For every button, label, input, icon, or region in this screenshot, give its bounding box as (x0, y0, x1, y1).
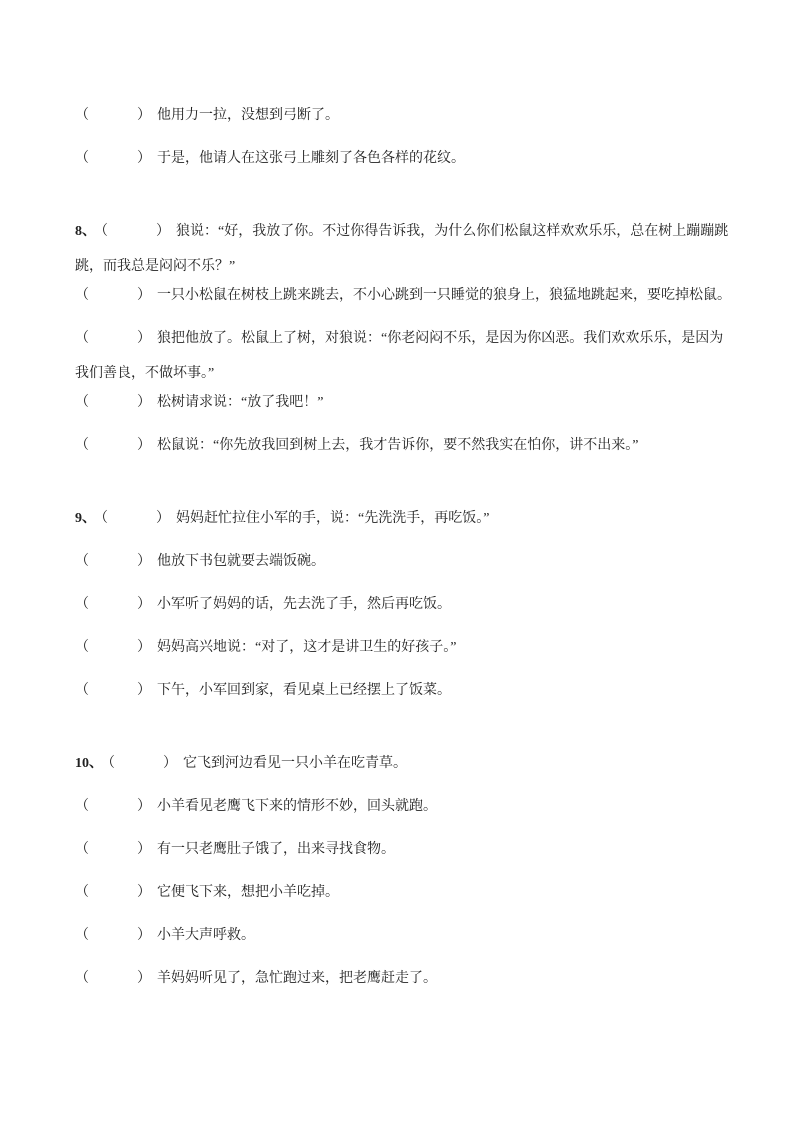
bracket-close: ） (137, 554, 151, 569)
sentence-text: 他用力一拉，没想到弓断了。 (157, 108, 339, 123)
exercise-line (75, 746, 735, 781)
answer-blank (89, 650, 137, 651)
answer-blank (89, 981, 137, 982)
answer-blank (89, 341, 137, 342)
bracket-close: ） (137, 640, 151, 655)
answer-blank (89, 298, 137, 299)
sentence-text: 它便飞下来，想把小羊吃掉。 (157, 885, 339, 900)
exercise-group (75, 214, 735, 463)
bracket-open: （ (75, 683, 89, 698)
exercise-line (75, 673, 735, 708)
sentence-text: 羊妈妈听见了，急忙跑过来，把老鹰赶走了。 (157, 971, 437, 986)
bracket-open: （ (75, 438, 89, 453)
bracket-open: （ (75, 554, 89, 569)
sentence-text: 小羊看见老鹰飞下来的情形不妙，回头就跑。 (157, 799, 437, 814)
sentence-text: 下午，小军回到家，看见桌上已经摆上了饭菜。 (157, 683, 451, 698)
exercise-group (75, 501, 735, 708)
exercise-line (75, 428, 735, 463)
bracket-close: ） (137, 438, 151, 453)
sentence-text: 于是，他请人在这张弓上雕刻了各色各样的花纹。 (157, 151, 465, 166)
exercise-content (75, 98, 735, 996)
exercise-line (75, 630, 735, 665)
bracket-open: （ (75, 597, 89, 612)
exercise-line (75, 98, 735, 133)
answer-blank (89, 564, 137, 565)
bracket-close: ） (137, 597, 151, 612)
answer-blank (89, 809, 137, 810)
exercise-line (75, 321, 735, 391)
sentence-text: 妈妈赶忙拉住小军的手，说：“先洗洗手，再吃饭。” (176, 511, 490, 526)
sentence-text: 松鼠说：“你先放我回到树上去，我才告诉你，要不然我实在怕你，讲不出来。” (157, 438, 639, 453)
bracket-open: （ (75, 799, 89, 814)
bracket-open: （ (75, 288, 89, 303)
exercise-line (75, 141, 735, 176)
bracket-open: （ (101, 511, 108, 526)
answer-blank (89, 161, 137, 162)
exercise-line (75, 918, 735, 953)
item-number: 9、 (75, 511, 96, 526)
sentence-text: 有一只老鹰肚子饿了，出来寻找食物。 (157, 842, 395, 857)
sentence-text: 小羊大声呼救。 (157, 928, 255, 943)
answer-blank (89, 607, 137, 608)
bracket-close: ） (137, 971, 151, 986)
answer-blank (108, 234, 156, 235)
exercise-line (75, 214, 735, 284)
bracket-close: ） (137, 928, 151, 943)
exercise-group (75, 746, 735, 996)
answer-blank (89, 118, 137, 119)
exercise-group (75, 98, 735, 176)
bracket-close: ） (137, 288, 151, 303)
sentence-text: 他放下书包就要去端饭碗。 (157, 554, 325, 569)
sentence-text: 它飞到河边看见一只小羊在吃青草。 (183, 756, 407, 771)
exercise-line (75, 544, 735, 579)
bracket-open: （ (75, 151, 89, 166)
sentence-text: 狼说：“好，我放了你。不过你得告诉我，为什么你们松鼠这样欢欢乐乐，总在树上蹦蹦跳跳，而我总是闷闷不乐？” (75, 224, 729, 274)
answer-blank (89, 895, 137, 896)
exercise-line (75, 587, 735, 622)
sentence-text: 狼把他放了。松鼠上了树，对狼说：“你老闷闷不乐，是因为你凶恶。我们欢欢乐乐，是因为我们善良，不做坏事。” (75, 331, 724, 381)
bracket-open: （ (75, 928, 89, 943)
exercise-line (75, 875, 735, 910)
exercise-line (75, 961, 735, 996)
answer-blank (89, 405, 137, 406)
bracket-open: （ (75, 395, 89, 410)
bracket-close: ） (137, 151, 151, 166)
item-number: 8、 (75, 224, 96, 239)
sentence-text: 妈妈高兴地说：“对了，这才是讲卫生的好孩子。” (157, 640, 457, 655)
bracket-open: （ (75, 331, 89, 346)
answer-blank (89, 852, 137, 853)
bracket-open: （ (108, 756, 115, 771)
sentence-text: 小军听了妈妈的话，先去洗了手，然后再吃饭。 (157, 597, 451, 612)
exercise-line (75, 501, 735, 536)
bracket-open: （ (75, 108, 89, 123)
answer-blank (108, 521, 156, 522)
bracket-close: ） (156, 511, 170, 526)
bracket-close: ） (137, 108, 151, 123)
exercise-line (75, 278, 735, 313)
bracket-open: （ (101, 224, 108, 239)
bracket-open: （ (75, 842, 89, 857)
bracket-close: ） (137, 395, 151, 410)
bracket-close: ） (137, 683, 151, 698)
exercise-line (75, 832, 735, 867)
bracket-close: ） (137, 799, 151, 814)
answer-blank (89, 448, 137, 449)
exercise-line (75, 789, 735, 824)
bracket-close: ） (163, 756, 177, 771)
answer-blank (89, 693, 137, 694)
bracket-open: （ (75, 640, 89, 655)
sentence-text: 松树请求说：“放了我吧！” (157, 395, 324, 410)
bracket-close: ） (156, 224, 170, 239)
exercise-line (75, 385, 735, 420)
bracket-close: ） (137, 885, 151, 900)
answer-blank (115, 766, 163, 767)
answer-blank (89, 938, 137, 939)
bracket-open: （ (75, 885, 89, 900)
item-number: 10、 (75, 756, 103, 771)
bracket-close: ） (137, 331, 151, 346)
sentence-text: 一只小松鼠在树枝上跳来跳去，不小心跳到一只睡觉的狼身上，狼猛地跳起来，要吃掉松鼠。 (157, 288, 731, 303)
bracket-open: （ (75, 971, 89, 986)
bracket-close: ） (137, 842, 151, 857)
